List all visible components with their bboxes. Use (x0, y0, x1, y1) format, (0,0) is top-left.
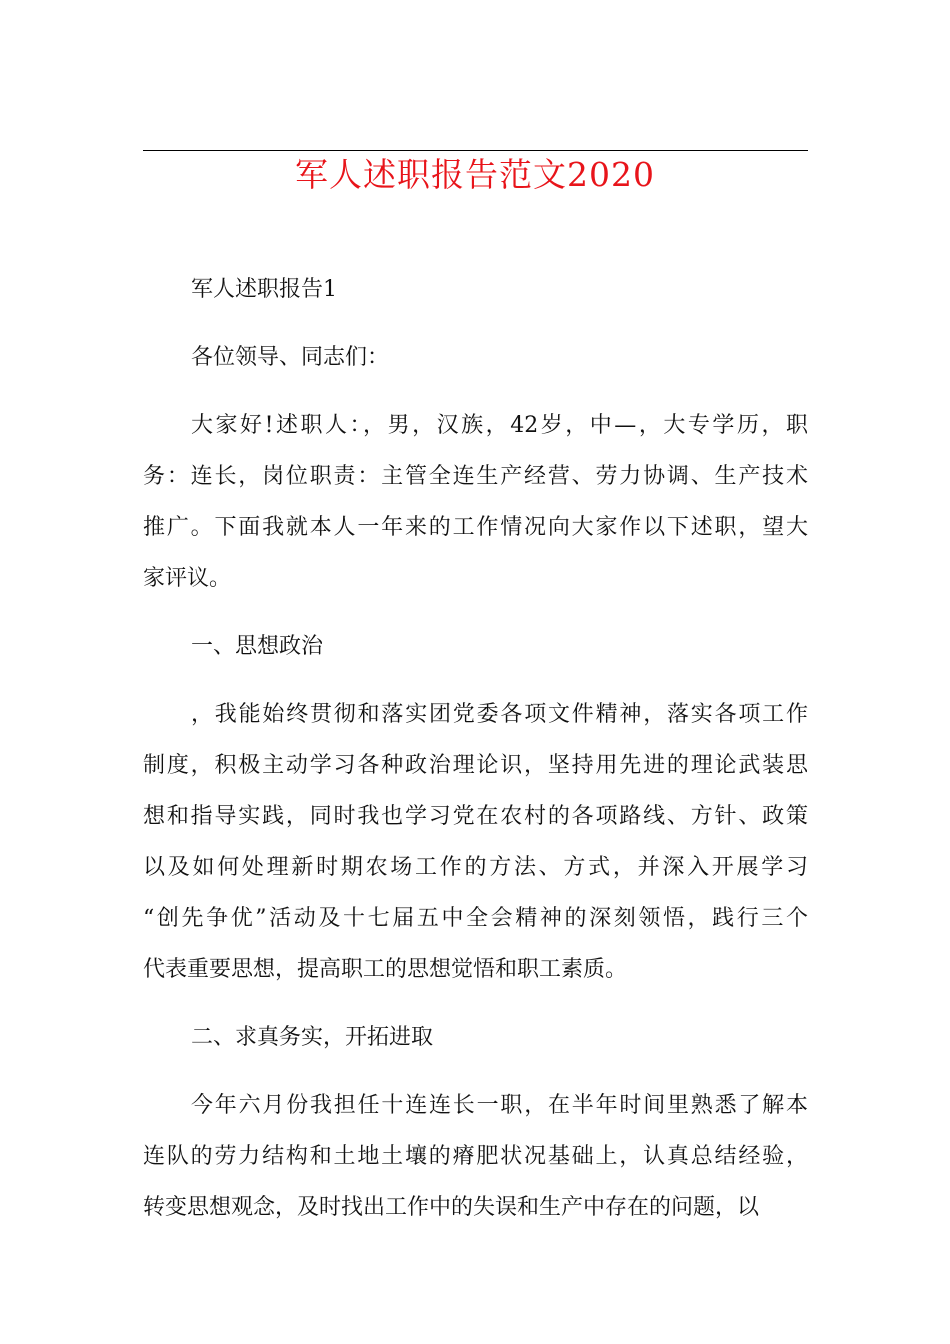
paragraph-line: “创先争优”活动及十七届五中全会精神的深刻领悟，践行三个 (143, 906, 808, 931)
document-title: 军人述职报告范文2020 (295, 155, 655, 194)
paragraph-line: 军人述职报告1 (191, 277, 337, 302)
paragraph-intro (143, 400, 808, 604)
paragraph-heading-report-1 (143, 264, 808, 315)
paragraph-line: 一、思想政治 (191, 634, 324, 659)
paragraph-line: 以及如何处理新时期农场工作的方法、方式，并深入开展学习 (143, 855, 808, 880)
paragraph-line: 各位领导、同志们： (191, 345, 390, 370)
paragraph-line: ，我能始终贯彻和落实团党委各项文件精神，落实各项工作 (191, 702, 808, 727)
paragraph-section-2-heading (143, 1012, 808, 1063)
paragraph-line: 想和指导实践，同时我也学习党在农村的各项路线、方针、政策 (143, 804, 808, 829)
paragraph-line: 推广。下面我就本人一年来的工作情况向大家作以下述职，望大 (143, 515, 808, 540)
paragraph-line: 家评议。 (143, 566, 232, 591)
paragraph-section-2-body (143, 1080, 808, 1233)
paragraph-section-1-heading (143, 621, 808, 672)
paragraph-line: 今年六月份我担任十连连长一职，在半年时间里熟悉了解本 (191, 1093, 808, 1118)
paragraph-line: 连队的劳力结构和土地土壤的瘠肥状况基础上，认真总结经验， (143, 1144, 808, 1169)
document-body (143, 264, 808, 1250)
paragraph-line: 大家好!述职人：，男，汉族，42岁，中—，大专学历，职 (191, 413, 808, 438)
paragraph-line: 制度，积极主动学习各种政治理论识，坚持用先进的理论武装思 (143, 753, 808, 778)
paragraph-line: 务：连长，岗位职责：主管全连生产经营、劳力协调、生产技术 (143, 464, 808, 489)
paragraph-line: 二、求真务实，开拓进取 (191, 1025, 434, 1050)
paragraph-line: 转变思想观念，及时找出工作中的失误和生产中存在的问题，以 (143, 1195, 760, 1220)
paragraph-section-1-body (143, 689, 808, 995)
paragraph-greeting (143, 332, 808, 383)
paragraph-line: 代表重要思想，提高职工的思想觉悟和职工素质。 (143, 957, 628, 982)
